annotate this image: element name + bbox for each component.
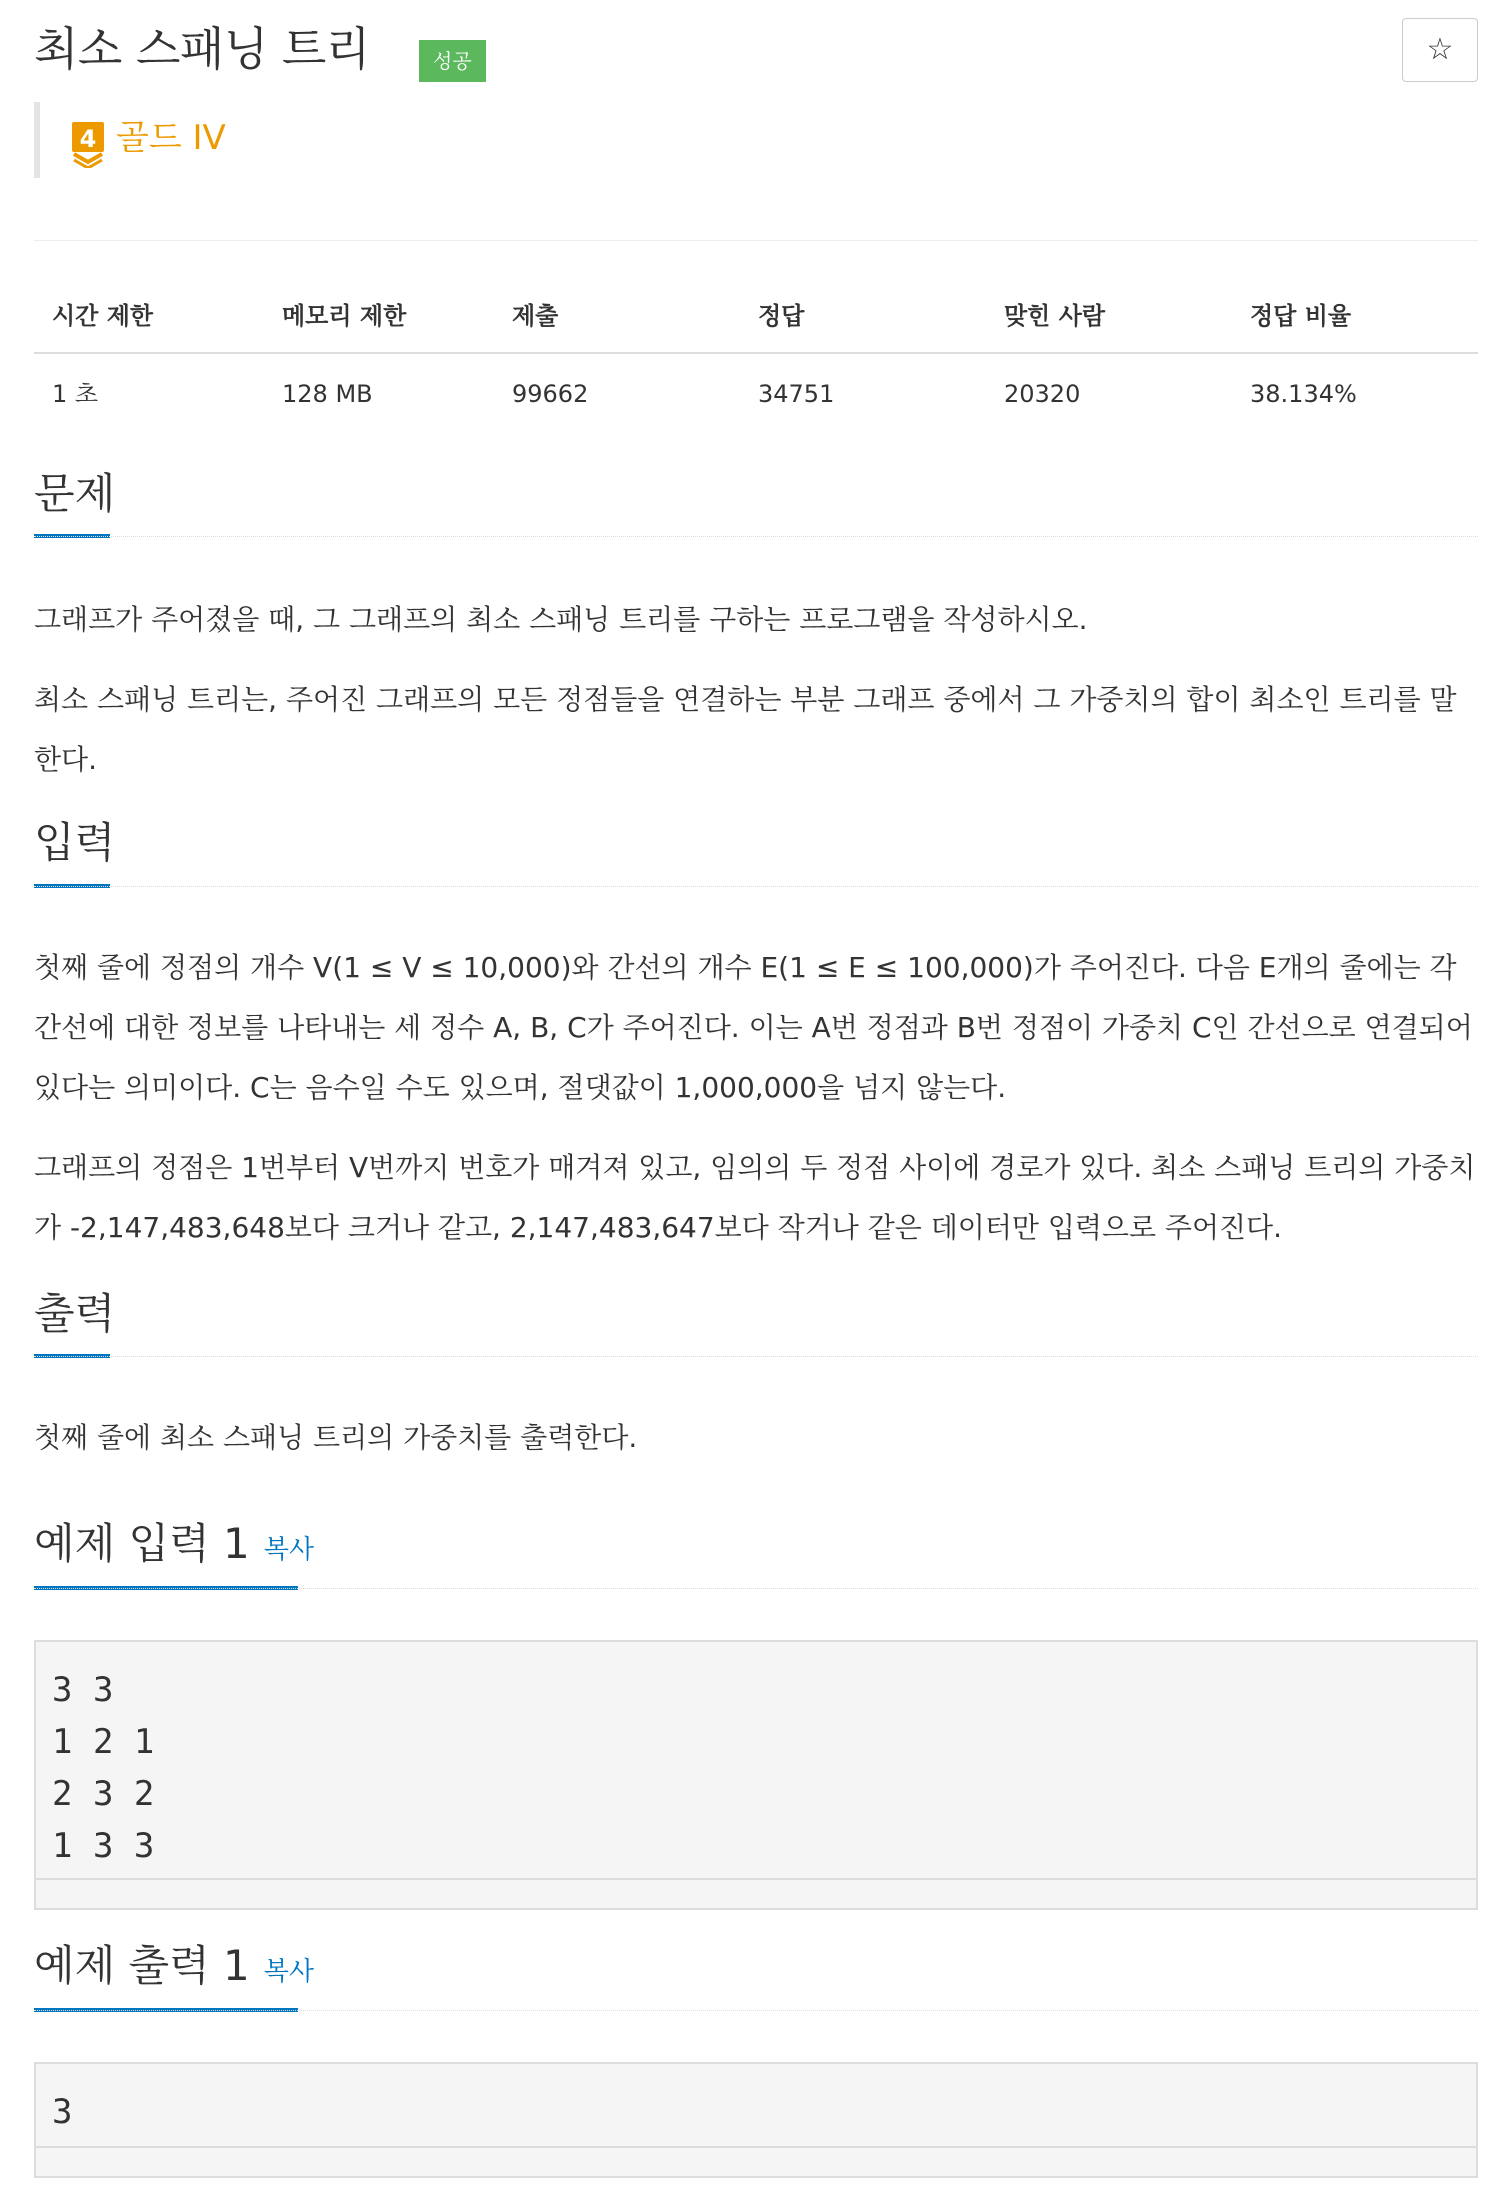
result-badge: 성공	[419, 40, 486, 82]
header-time-limit: 시간 제한	[52, 302, 154, 330]
code-box-footer	[36, 2146, 1476, 2176]
section-title-input: 입력	[34, 818, 116, 867]
section-rule	[34, 2010, 1478, 2011]
tier-badge-icon	[70, 120, 106, 168]
header-submissions: 제출	[512, 302, 559, 330]
section-rule	[34, 536, 1478, 537]
star-button[interactable]	[1402, 18, 1478, 82]
code-box-footer	[36, 1878, 1476, 1908]
value-solved-users: 20320	[1004, 380, 1081, 408]
section-rule	[34, 1588, 1478, 1589]
table-row	[34, 354, 1478, 420]
header-accept-ratio: 정답 비율	[1250, 302, 1352, 330]
section-title-description: 문제	[34, 469, 116, 518]
input-paragraph: 그래프의 정점은 1번부터 V번까지 번호가 매겨져 있고, 임의의 두 정점 사이에 경로가 있다. 최소 스패닝 트리의 가중치가 -2,147,483,648보다 크거나 같고, 2,147,483,647보다 작거나 같은 데이터만 입력으로 주어진다.	[34, 1151, 1476, 1244]
tier-block	[34, 102, 440, 178]
sample-output-box[interactable]	[34, 2062, 1478, 2178]
value-time-limit: 1 초	[52, 380, 99, 408]
title-row	[34, 18, 1478, 88]
sample-input-title: 예제 입력 1	[34, 1519, 250, 1568]
problem-title: 최소 스패닝 트리	[34, 22, 370, 76]
input-paragraph: 첫째 줄에 정점의 개수 V(1 ≤ V ≤ 10,000)와 간선의 개수 E(1 ≤ E ≤ 100,000)가 주어진다. 다음 E개의 줄에는 각 간선에 대한 정보를 나타내는 세 정수 A, B, C가 주어진다. 이는 A번 정점과 B번 정점이 가중치 C인 간선으로 연결되어 있다는 의미이다. C는 음수일 수도 있으며, 절댓값이 1,000,000을 넘지 않는다.	[34, 951, 1473, 1104]
header-accepted: 정답	[758, 302, 805, 330]
table-header-row	[34, 286, 1478, 354]
value-submissions: 99662	[512, 380, 589, 408]
tier-number: 4	[79, 125, 97, 153]
value-accepted: 34751	[758, 380, 835, 408]
sample-output-header	[34, 1938, 314, 2000]
sample-input-box[interactable]	[34, 1640, 1478, 1910]
sample-input-content: 3 3 1 2 1 2 3 2 1 3 3	[52, 1670, 155, 1866]
sample-input-header	[34, 1516, 314, 1578]
description-paragraph: 최소 스패닝 트리는, 주어진 그래프의 모든 정점들을 연결하는 부분 그래프 중에서 그 가중치의 합이 최소인 트리를 말한다.	[34, 683, 1457, 776]
header-solved-users: 맞힌 사람	[1004, 302, 1106, 330]
copy-sample-output-link[interactable]: 복사	[263, 1957, 314, 1987]
value-memory-limit: 128 MB	[282, 380, 373, 408]
tier-label: 골드 IV	[116, 118, 226, 158]
copy-sample-input-link[interactable]: 복사	[263, 1535, 314, 1565]
output-paragraph: 첫째 줄에 최소 스패닝 트리의 가중치를 출력한다.	[34, 1421, 638, 1454]
problem-info-table	[34, 286, 1478, 420]
header-divider	[34, 240, 1478, 241]
star-outline-icon: ☆	[1426, 32, 1454, 67]
section-rule	[34, 886, 1478, 887]
description-paragraph: 그래프가 주어졌을 때, 그 그래프의 최소 스패닝 트리를 구하는 프로그램을 작성하시오.	[34, 603, 1088, 636]
sample-output-title: 예제 출력 1	[34, 1941, 250, 1990]
sample-output-content: 3	[52, 2092, 73, 2132]
section-rule	[34, 1356, 1478, 1357]
value-accept-ratio: 38.134%	[1250, 380, 1357, 408]
section-title-output: 출력	[34, 1289, 116, 1338]
header-memory-limit: 메모리 제한	[282, 302, 407, 330]
